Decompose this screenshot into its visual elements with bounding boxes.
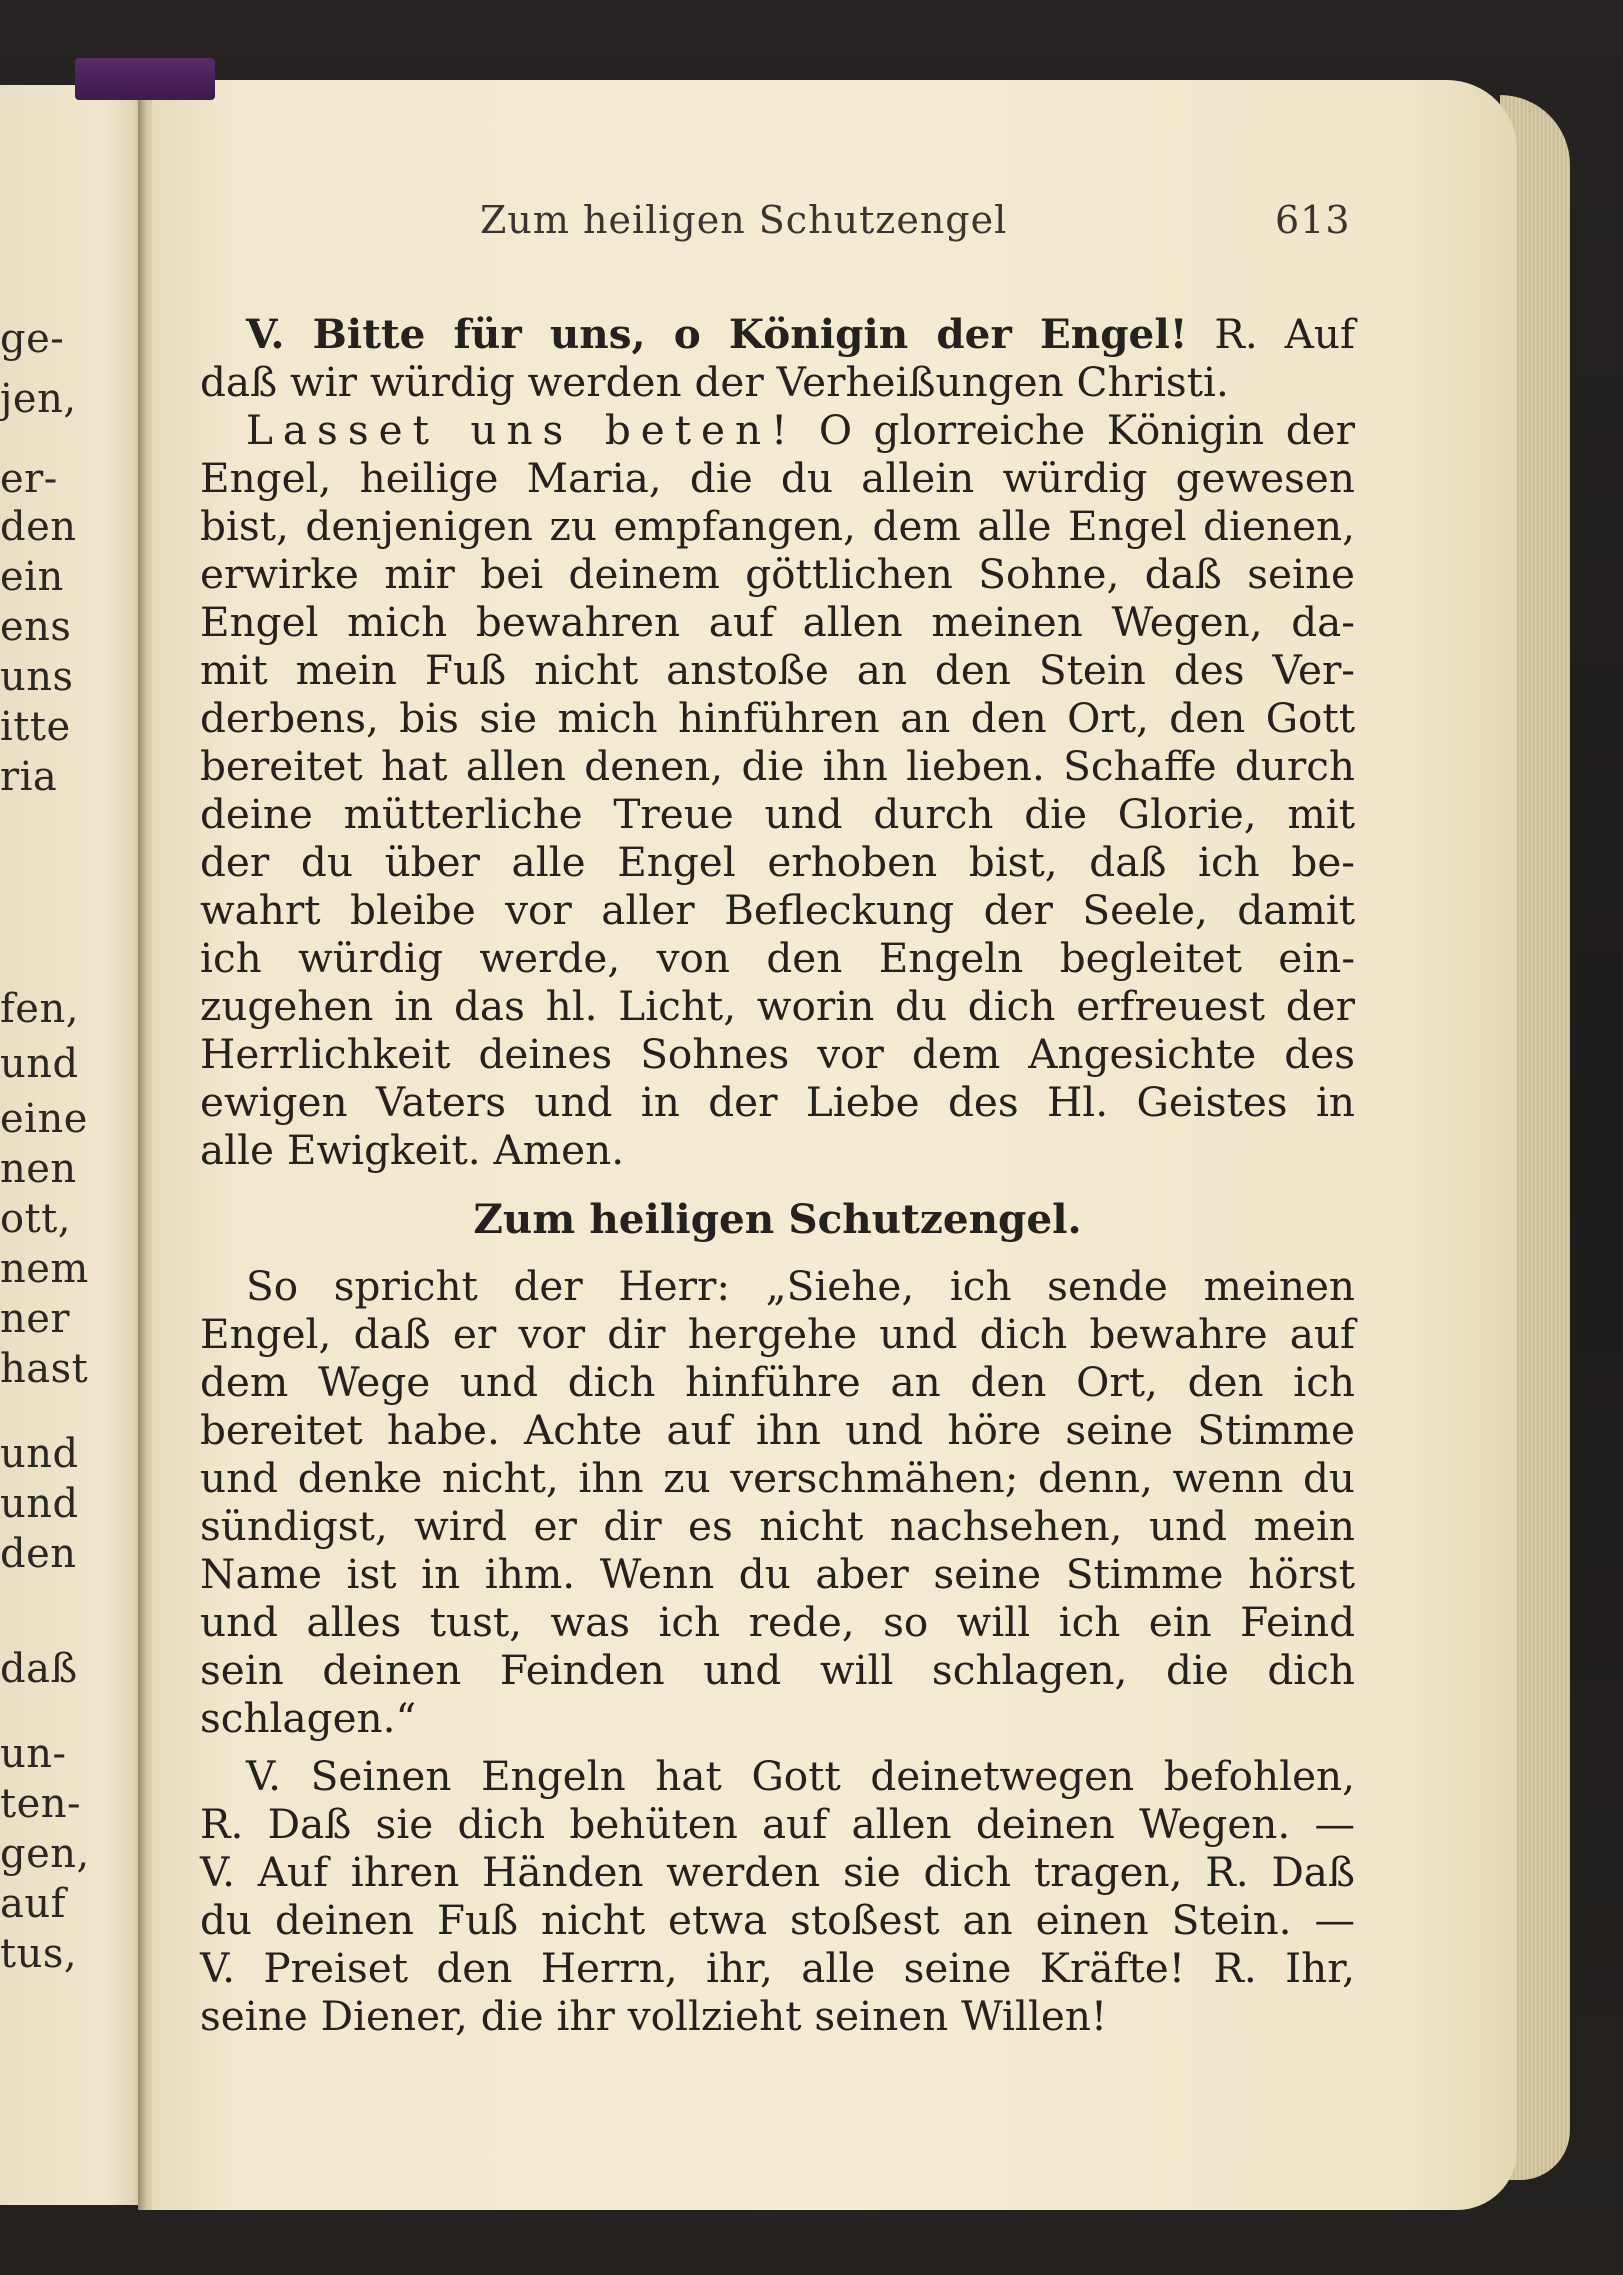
text-line: dem Wege und dich hinführe an den Ort, den ich — [200, 1358, 1355, 1406]
left-page-fragment: ein — [0, 554, 64, 600]
text-line: Engel mich bewahren auf allen meinen Wegen, da- — [200, 598, 1355, 646]
text-line: Engel, heilige Maria, die du allein würdig gewesen — [200, 454, 1355, 502]
text-line: und alles tust, was ich rede, so will ich ein Feind — [200, 1598, 1355, 1646]
left-page-fragment: fen, — [0, 986, 79, 1032]
text-line: bereitet habe. Achte auf ihn und höre seine Stimme — [200, 1406, 1355, 1454]
text-line: derbens, bis sie mich hinführen an den Ort, den Gott — [200, 694, 1355, 742]
text-line: Name ist in ihm. Wenn du aber seine Stimme hörst — [200, 1550, 1355, 1598]
left-page-fragment: gen, — [0, 1831, 90, 1877]
text-line: Engel, daß er vor dir hergehe und dich bewahre auf — [200, 1310, 1355, 1358]
left-page-fragment: tus, — [0, 1931, 78, 1977]
left-page-fragment: ott, — [0, 1196, 71, 1242]
text-line: Herrlichkeit deines Sohnes vor dem Angesichte des — [200, 1030, 1355, 1078]
left-page-fragment: er- — [0, 456, 58, 502]
left-page — [0, 85, 150, 2205]
text-line: erwirke mir bei deinem göttlichen Sohne, daß seine — [200, 550, 1355, 598]
left-page-fragment: und — [0, 1431, 79, 1477]
text-line: wahrt bleibe vor aller Befleckung der Seele, damit — [200, 886, 1355, 934]
text-line: deine mütterliche Treue und durch die Glorie, mit — [200, 790, 1355, 838]
left-page-fragment: ens — [0, 604, 72, 650]
text-line: alle Ewigkeit. Amen. — [200, 1126, 625, 1174]
left-page-fragment: un- — [0, 1731, 67, 1777]
text-line: daß wir würdig werden der Verheißungen Christi. — [200, 358, 1229, 406]
text-line: ich würdig werde, von den Engeln begleitet ein- — [200, 934, 1355, 982]
bookmark-ribbon — [75, 58, 215, 100]
left-page-fragment: ge- — [0, 316, 65, 362]
text-line: und denke nicht, ihn zu verschmähen; denn, wenn du — [200, 1454, 1355, 1502]
left-page-fragment: ner — [0, 1296, 71, 1342]
text-line: schlagen.“ — [200, 1694, 417, 1742]
text-line: V. Preiset den Herrn, ihr, alle seine Kräfte! R. Ihr, — [200, 1944, 1355, 1992]
text-line: zugehen in das hl. Licht, worin du dich erfreuest der — [200, 982, 1355, 1030]
text-line: seine Diener, die ihr vollzieht seinen Willen! — [200, 1992, 1108, 2040]
left-page-fragment: und — [0, 1041, 79, 1087]
text-line: R. Daß sie dich behüten auf allen deinen Wegen. — — [200, 1800, 1355, 1848]
left-page-fragment: eine — [0, 1096, 88, 1142]
left-page-fragment: ria — [0, 754, 58, 800]
left-page-fragment: itte — [0, 704, 71, 750]
page-number: 613 — [1275, 198, 1351, 242]
text-line: V. Seinen Engeln hat Gott deinetwegen befohlen, — [246, 1752, 1355, 1800]
left-page-fragment: und — [0, 1481, 79, 1527]
left-page-fragment: hast — [0, 1346, 89, 1392]
text-line: bereitet hat allen denen, die ihn lieben. Schaffe durch — [200, 742, 1355, 790]
text-line: ewigen Vaters und in der Liebe des Hl. Geistes in — [200, 1078, 1355, 1126]
text-line: So spricht der Herr: „Siehe, ich sende meinen — [246, 1262, 1355, 1310]
text-line: bist, denjenigen zu empfangen, dem alle Engel dienen, — [200, 502, 1355, 550]
left-page-fragment: jen, — [0, 376, 77, 422]
left-page-fragment: auf — [0, 1881, 66, 1927]
left-page-fragment: den — [0, 504, 77, 550]
text-line: sündigst, wird er dir es nicht nachsehen, und mein — [200, 1502, 1355, 1550]
text-line: V. Auf ihren Händen werden sie dich tragen, R. Daß — [200, 1848, 1355, 1896]
section-heading: Zum heiligen Schutzengel. — [473, 1195, 1082, 1243]
text-line: mit mein Fuß nicht anstoße an den Stein des Ver- — [200, 646, 1355, 694]
running-head: Zum heiligen Schutzengel — [480, 198, 1008, 242]
left-page-fragment: daß — [0, 1646, 78, 1692]
text-line: du deinen Fuß nicht etwa stoßest an einen Stein. — — [200, 1896, 1355, 1944]
left-page-fragment: nen — [0, 1146, 77, 1192]
text-line: V. Bitte für uns, o Königin der Engel! R. Auf — [246, 310, 1356, 358]
text-line: sein deinen Feinden und will schlagen, die dich — [200, 1646, 1355, 1694]
left-page-fragment: ten- — [0, 1781, 82, 1827]
text-line: der du über alle Engel erhoben bist, daß ich be- — [200, 838, 1355, 886]
left-page-fragment: nem — [0, 1246, 89, 1292]
left-page-fragment: den — [0, 1531, 77, 1577]
left-page-fragment: uns — [0, 654, 74, 700]
text-line: Lasset uns beten! O glorreiche Königin der — [246, 406, 1356, 454]
